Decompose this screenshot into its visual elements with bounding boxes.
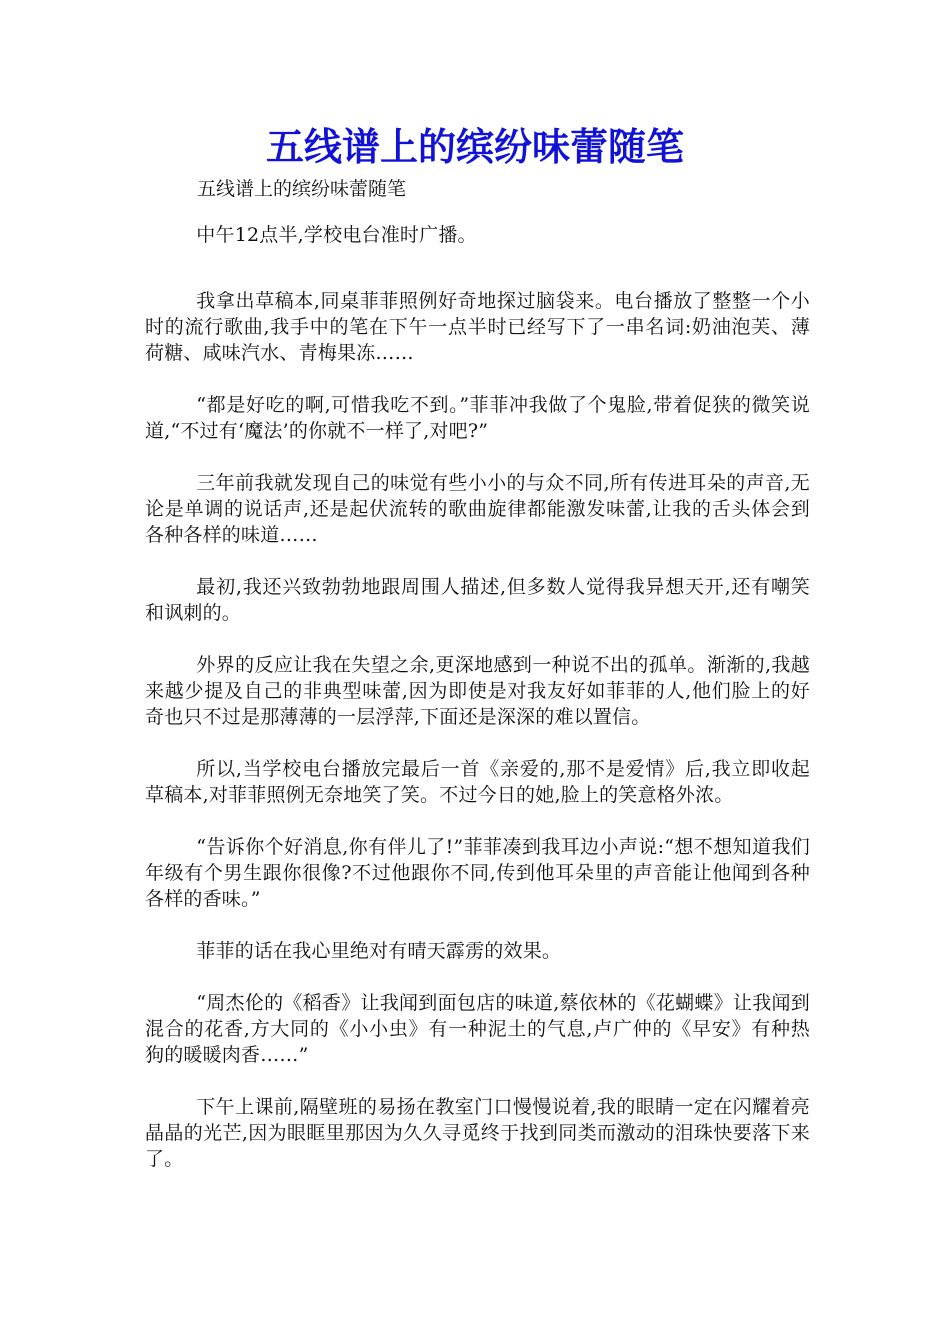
- paragraph: “都是好吃的啊,可惜我吃不到。”菲菲冲我做了个鬼脸,带着促狭的微笑说道,“不过有‘魔法’的你就不一样了,对吧?”: [145, 394, 810, 442]
- paragraph: “告诉你个好消息,你有伴儿了!”菲菲凑到我耳边小声说:“想不想知道我们年级有个男生跟你很像?不过他跟你不同,传到他耳朵里的声音能让他闻到各种各样的香味。”: [145, 836, 810, 910]
- paragraph: 菲菲的话在我心里绝对有晴天霹雳的效果。: [196, 940, 562, 962]
- document-title: 五线谱上的缤纷味蕾随笔: [265, 125, 684, 169]
- paragraph: 外界的反应让我在失望之余,更深地感到一种说不出的孤单。渐渐的,我越来越少提及自己的非典型味蕾,因为即使是对我友好如菲菲的人,他们脸上的好奇也只不过是那薄薄的一层浮萍,下面还是深深的难以置信。: [145, 654, 810, 728]
- paragraph: “周杰伦的《稻香》让我闻到面包店的味道,蔡依林的《花蝴蝶》让我闻到混合的花香,方大同的《小小虫》有一种泥土的气息,卢广仲的《早安》有种热狗的暖暖肉香……”: [145, 992, 810, 1066]
- paragraph: 下午上课前,隔壁班的易扬在教室门口慢慢说着,我的眼睛一定在闪耀着亮晶晶的光芒,因为眼眶里那因为久久寻觅终于找到同类而激动的泪珠快要落下来了。: [145, 1096, 810, 1170]
- document-body: [145, 222, 810, 1172]
- paragraph: 所以,当学校电台播放完最后一首《亲爱的,那不是爱情》后,我立即收起草稿本,对菲菲照例无奈地笑了笑。不过今日的她,脸上的笑意格外浓。: [145, 758, 810, 806]
- document-subtitle: 五线谱上的缤纷味蕾随笔: [197, 178, 407, 200]
- paragraph: 三年前我就发现自己的味觉有些小小的与众不同,所有传进耳朵的声音,无论是单调的说话声,还是起伏流转的歌曲旋律都能激发味蕾,让我的舌头体会到各种各样的味道……: [145, 472, 810, 546]
- paragraph: 最初,我还兴致勃勃地跟周围人描述,但多数人觉得我异想天开,还有嘲笑和讽刺的。: [145, 576, 810, 624]
- paragraph: 我拿出草稿本,同桌菲菲照例好奇地探过脑袋来。电台播放了整整一个小时的流行歌曲,我手中的笔在下午一点半时已经写下了一串名词:奶油泡芙、薄荷糖、咸味汽水、青梅果冻……: [145, 290, 810, 364]
- paragraph: 中午12点半,学校电台准时广播。: [196, 224, 477, 246]
